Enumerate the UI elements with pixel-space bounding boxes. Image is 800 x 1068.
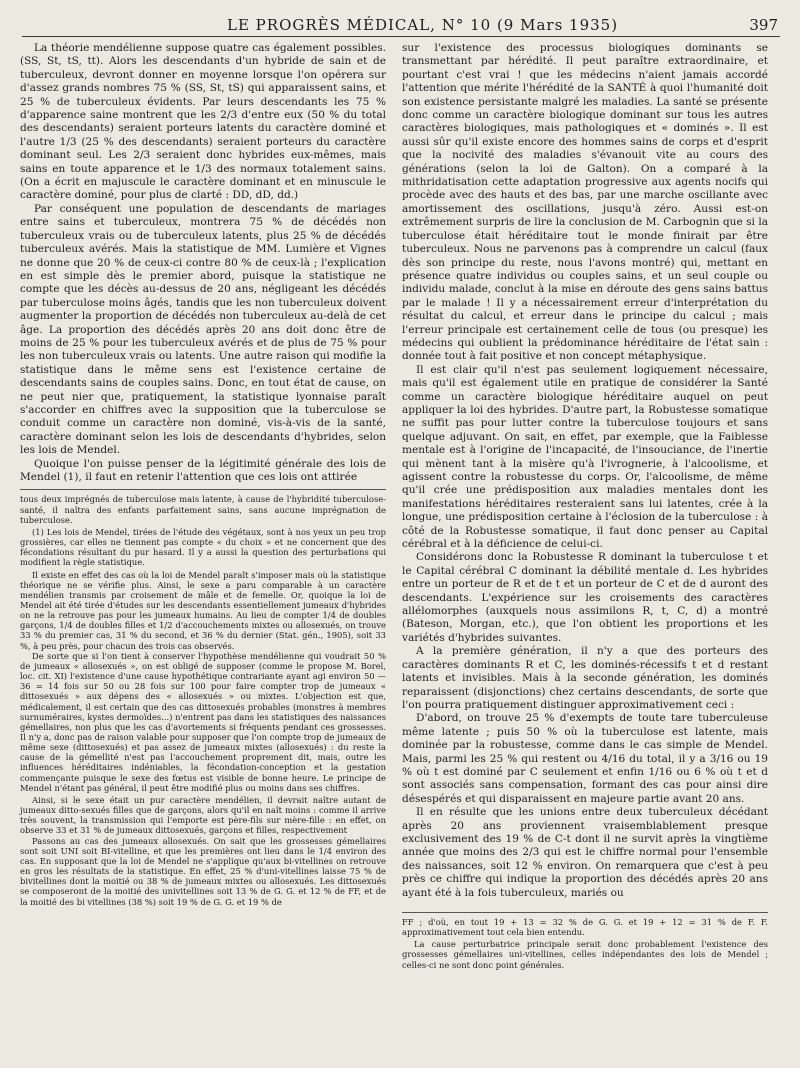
footnote: (1) Les lois de Mendel, tirées de l'étude des végétaux, sont à nos yeux un peu trop grossières, car elles ne tiennent pas compte « du choix » et ne concernent que des fécondations résultant du pur hasard. Il y a aussi la question des perturbations qui modifient la règle statistique. [20,526,386,568]
footnote: Il existe en effet des cas où la loi de Mendel paraît s'imposer mais où la statistique théorique ne se vérifie plus. Ainsi, le sexe a paru comparable à un caractère mendélien transmis par croisement de mâle et de femelle. Or, quoique la loi de Mendel ait été tirée d'études sur les descendants essentiellement jumeaux d'hybrides on ne la retrouve pas pour les jumeaux humains. Au lieu de compter 1/4 de doubles garçons, 1/4 de doubles filles et 1/2 d'accouchements mixtes ou allosexués, on trouve 33 % du premier cas, 31 % du second, et 36 % du dernier (Stat. gén., 1905), soit 33 %, à peu près, pour chacun des trois cas observés. [20,569,386,651]
page-number: 397 [749,16,778,34]
body-paragraph: Il en résulte que les unions entre deux tuberculeux décédant après 20 ans proviennent vraisemblablement presque exclusivement des 19 % de C-t dont il ne survit après la vingtième année que moins des 2/3 qui est le chiffre normal pour l'ensemble des naissances, soit 12 % environ. On remarquera que c'est à peu près ce chiffre qui indique la proportion des décédés après 20 ans ayant été à la fois tuberculeux, mariés ou [402,806,768,899]
body-paragraph: A la première génération, il n'y a que des porteurs des caractères dominants R et C, les dominés-récessifs t et d restant latents et invisibles. Mais à la seconde génération, les dominés reparaissent (disjonctions) chez certains descendants, de sorte que l'on pourra pratiquement distinguer approximativement ceci : [402,645,768,711]
body-paragraph: La théorie mendélienne suppose quatre cas également possibles. (SS, St, tS, tt). Alors les descendants d'un hybride de sain et de tuberculeux, devront donner en moyenne lorsque l'on opérera sur d'assez grands nombres 75 % (SS, St, tS) qui apparaissent sains, et 25 % de tuberculeux évidents. Par leurs descendants les 75 % d'apparence saine montrent que les 2/3 d'entre eux (50 % du total des descendants) seraient porteurs latents du caractère dominé et l'autre 1/3 (25 % des descendants) seraient porteurs du caractère dominant seul. Les 2/3 seraient donc hybrides eux-mêmes, mais sains en toute apparence et le 1/3 des normaux totalement sains. (On a écrit en majuscule le caractère dominant et en minuscule le caractère dominé, pour plus de clarté : DD, dD, dd.) [20,42,386,202]
right-column [402,42,768,970]
footnote: Passons au cas des jumeaux allosexués. On sait que les grossesses gémellaires sont soit UNI soit BI-vitelline, et que les premières ont lieu dans le 1/4 environ des cas. En supposant que la loi de Mendel ne s'applique qu'aux bi-vitellines on retrouve en gros les résultats de la statistique. En effet, 25 % d'uni-vitellines laisse 75 % de bivitellines dont la moitié ou 38 % de jumeaux mixtes ou allosexués. Les dittosexués se composeront de la moitié des univitellines soit 13 % de G. G. et 12 % de FF, et de la moitié des bi vitellines (38 %) soit 19 % de G. G. et 19 % de [20,835,386,907]
footnote-divider [402,912,768,913]
footnote-continuation: FF ; d'où, en tout 19 + 13 = 32 % de G. G. et 19 + 12 = 31 % de F. F. approximativement tout cela bien entendu. [402,917,768,938]
body-paragraph: Quoique l'on puisse penser de la légitimité générale des lois de Mendel (1), il faut en retenir l'attention que ces lois ont attirée [20,457,386,483]
footnote: De sorte que si l'on tient à conserver l'hypothèse mendélienne qui voudrait 50 % de jumeaux « allosexués », on est obligé de supposer (comme le propose M. Borel, loc. cit. XI) l'existence d'une cause hypothétique contrariante ayant agi environ 50 — 36 = 14 fois sur 50 ou 28 fois sur 100 pour faire compter trop de jumeaux « dittosexués » aux dépens des « allosexués » ou mixtes. L'objection est que, médicalement, il est certain que des cas dittosexués probables (monstres à membres surnuméraires, kystes dermoïdes...) n'entrent pas dans les statistiques des naissances gémellaires, non plus que les cas d'avortements si fréquents pendant ces grossesses. Il n'y a, donc pas de raison valable pour supposer que l'on compte trop de jumeaux de même sexe (dittosexués) et pas assez de jumeaux mixtes (allosexués) : du reste la cause de la gémellité n'est pas l'accouchement proprement dit, mais, outre les influences héréditaires indéniables, la fécondation-conception et la gestation commençante puisque le sexe des fœtus est visible de bonne heure. Le principe de Mendel n'étant pas général, il peut être modifié plus ou moins dans ses chiffres. [20,650,386,793]
body-paragraph: sur l'existence des processus biologiques dominants se transmettant par hérédité. Il peut paraître extraordinaire, et pourtant c'est vrai ! que les médecins n'aient jamais accordé l'attention que mérite l'hérédité de la SANTÉ à quoi l'humanité doit son existence persistante malgré les maladies. La santé se présente donc comme un caractère biologique dominant sur tous les autres caractères biologiques, mais pathologiques et « dominés ». Il est aussi sûr qu'il existe encore des hommes sains de corps et d'esprit que la nocivité des maladies s'évanouit vite au cours des générations (selon la loi de Galton). On a comparé à la mithridatisation cette adaptation progressive aux agents nocifs qui procède avec des hauts et des bas, par une marche oscillante avec amortissement des oscillations, jusqu'à zéro. Aussi est-on extrêmement surpris de lire la conclusion de M. Carbognin que si la tuberculose était héréditaire tout le monde finirait par être tuberculeux. Nous ne parvenons pas à comprendre un calcul (faux dès son principe du reste, nous l'avons montré) qui, mettant en présence quatre individus ou couples sains, et un seul couple ou individu malade, conclut à la mise en déroute des gens sains battus par le malade ! Il y a nécessairement erreur d'interprétation du résultat du calcul, et erreur dans le principe du calcul ; mais l'erreur principale est certainement celle de tous (ou presque) les médecins qui oublient la prédominance héréditaire de l'état sain : donnée tout à fait positive et non concept métaphysique. [402,42,768,363]
body-paragraph: D'abord, on trouve 25 % d'exempts de toute tare tuberculeuse même latente ; puis 50 % où la tuberculose est latente, mais dominée par la robustesse, comme dans le cas simple de Mendel. Mais, parmi les 25 % qui restent ou 4/16 du total, il y a 3/16 ou 19 % où t est dominé par C seulement et enfin 1/16 ou 6 % où t et d sont associés sans compensation, formant des cas pour ainsi dire désespérés et qui disparaissent en majeure partie avant 20 ans. [402,712,768,805]
body-paragraph: Par conséquent une population de descendants de mariages entre sains et tuberculeux, montrera 75 % de décédés non tuberculeux vrais ou de tuberculeux latents, plus 25 % de décédés tuberculeux avérés. Mais la statistique de MM. Lumière et Vignes ne donne que 20 % de ceux-ci contre 80 % de ceux-là ; l'explication en est simple dès le premier abord, puisque la statistique ne compte que les décès au-dessus de 20 ans, négligeant les décédés par tuberculose moins âgés, tandis que les non tuberculeux doivent augmenter la proportion de décédés non tuberculeux au-delà de cet âge. La proportion des décédés après 20 ans doit donc être de moins de 25 % pour les tuberculeux avérés et de plus de 75 % pour les non tuberculeux vrais ou latents. Une autre raison qui modifie la statistique dans le même sens est l'existence certaine de descendants sains de couples sains. Donc, en tout état de cause, on ne peut nier que, pratiquement, la statistique lyonnaise paraît s'accorder en chiffres avec la supposition que la tuberculose se conduit comme un caractère non dominé, vis-à-vis de la santé, caractère dominant selon les lois de descendants d'hybrides, selon les lois de Mendel. [20,202,386,457]
left-column [20,42,386,907]
footnote: Ainsi, si le sexe était un pur caractère mendélien, il devrait naître autant de jumeaux ditto-sexués filles que de garçons, alors qu'il en naît moins : comme il arrive très souvent, la transmission qui l'emporte est père-fils sur mère-fille : en effet, on observe 33 et 31 % de jumeaux dittosexués, garçons et filles, respectivement [20,794,386,836]
body-paragraph: Considérons donc la Robustesse R dominant la tuberculose t et le Capital cérébral C dominant la débilité mentale d. Les hybrides entre un porteur de R et de t et un porteur de C et de d auront des descendants. L'expérience sur les croisements des caractères allélomorphes (auxquels nous assimilons R, t, C, d) a montré (Bateson, Morgan, etc.), que l'on obtient les proportions et les variétés d'hybrides suivantes. [402,551,768,644]
footnote: La cause perturbatrice principale serait donc probablement l'existence des grossesses gémellaires uni-vitellines, celles indépendantes des lois de Mendel ; celles-ci ne sont donc point générales. [402,939,768,970]
footnote-divider [20,489,386,490]
body-paragraph: Il est clair qu'il n'est pas seulement logiquement nécessaire, mais qu'il est également utile en pratique de considérer la Santé comme un caractère biologique héréditaire auquel on peut appliquer la loi des hybrides. D'autre part, la Robustesse somatique ne suffit pas pour lutter contre la tuberculose toujours et sans quelque adjuvant. On sait, en effet, par exemple, que la Faiblesse mentale est à l'origine de l'incapacité, de l'insouciance, de l'inertie qui mènent tant à la misère qu'à l'ivrognerie, à l'alcoolisme, et agissent contre la robustesse du corps. Or, l'alcoolisme, de même qu'il crée une prédisposition aux maladies mentales dont les manifestations héréditaires resteraient sans lui latentes, crée à la longue, une prédisposition certaine à l'éclosion de la tuberculose : à côté de la Robustesse somatique, il faut donc penser au Capital cérébral et à la déficience de celui-ci. [402,363,768,551]
journal-running-title: LE PROGRÈS MÉDICAL, N° 10 (9 Mars 1935) [227,16,619,34]
footnote-continuation: tous deux imprégnés de tuberculose mais latente, à cause de l'hybridité tuberculose-santé, il naîtra des enfants parfaitement sains, sans aucune imprégnation de tuberculose. [20,494,386,525]
running-header [22,14,780,37]
